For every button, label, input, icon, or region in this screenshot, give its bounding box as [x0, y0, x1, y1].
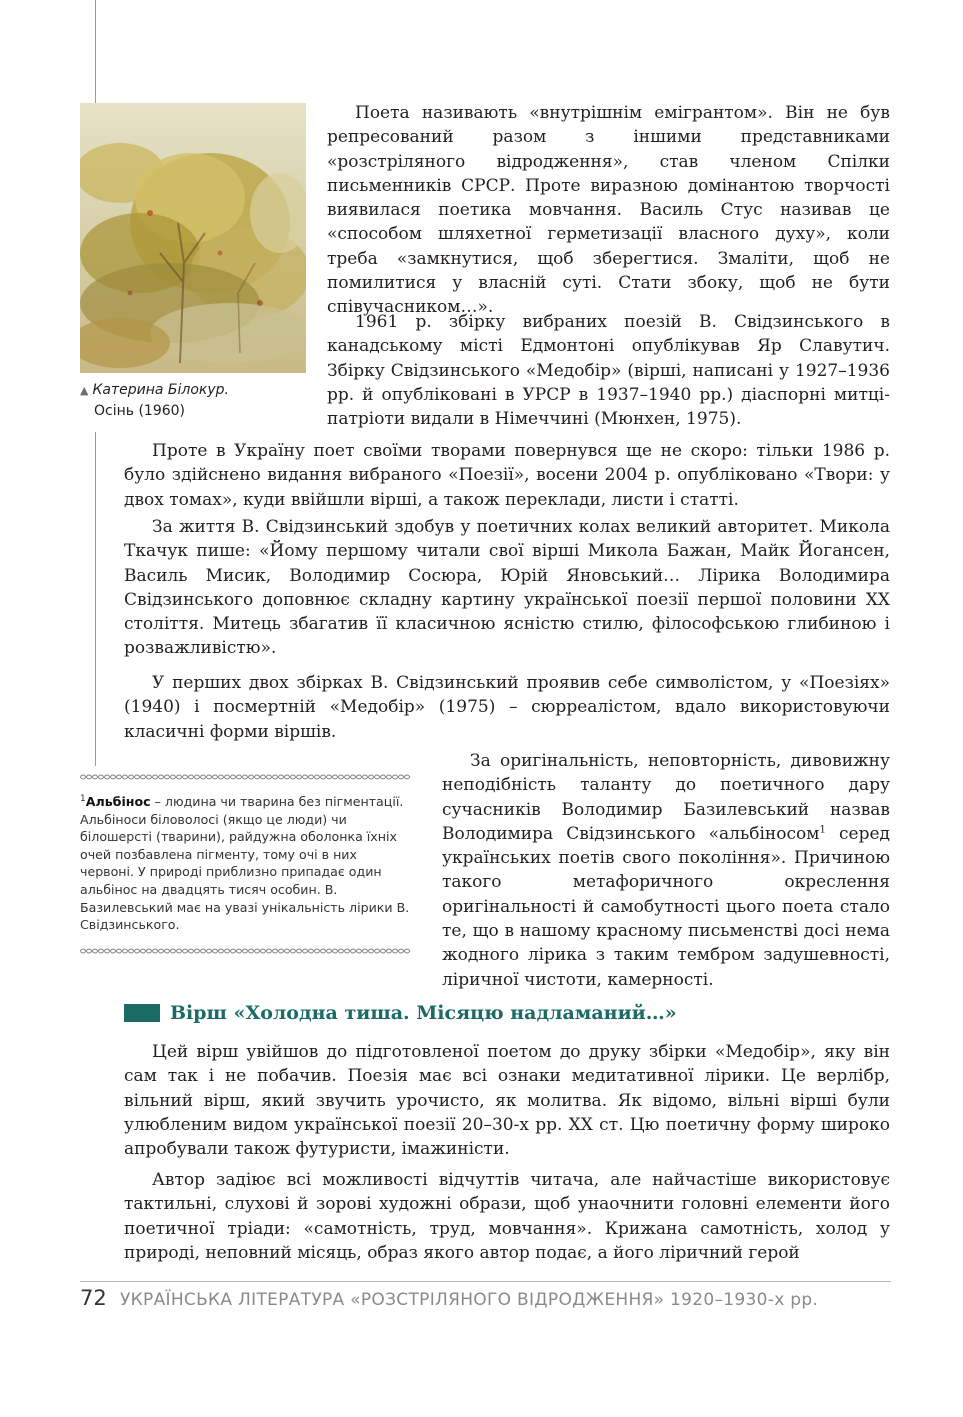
wavy-divider-bottom — [80, 947, 412, 955]
margin-rule-top — [95, 0, 96, 103]
section-paragraph-1: Цей вірш увійшов до підготовленої поетом до друку збірки «Медобір», яку він сам так і не побачив. Поезія має всі ознаки медитативної лірики. Це верлібр, вільний вірш, який звучить урочисто, як молитва. Як відомо, вільні вірші були улюбленим видом української поезії 20–30-х рр. XX ст. Цю поетичну форму широко апробували також футуристи, імажиністи. — [124, 1042, 890, 1160]
paragraph-2: 1961 р. збірку вибраних поезій В. Свідзинського в канадському місті Едмонтоні опублікував Яр Славутич. Збірку Свідзинського «Медобір» (вірші, написані у 1927–1936 рр. й опубліковані в УРСР в 1937–1940 рр.) діаспорні митці-патріоти видали в Німеччині (Мюнхен, 1975). — [327, 312, 890, 430]
footnote-box — [80, 766, 412, 959]
painting-caption — [80, 380, 320, 421]
albinos-paragraph: За оригінальність, неповторність, дивовижну неподібність таланту до поетичного дару сучасників Володимир Базилевський назвав Володимира Свідзинського «альбіносом$^1$ серед українських поетів свого покоління». Причиною такого метафоричного окреслення оригінальності й самобутності цього поета стало те, що в нашому красному письменстві досі нема жодного лірика з таким тембром задушевності, ліричної чистоти, камерності. — [442, 751, 890, 990]
section-heading — [124, 1000, 677, 1026]
running-title: УКРАЇНСЬКА ЛІТЕРАТУРА «РОЗСТРІЛЯНОГО ВІДРОДЖЕННЯ» 1920–1930-х рр. — [120, 1290, 819, 1310]
footnote-term: Альбінос — [85, 794, 151, 809]
wavy-divider-top — [80, 773, 412, 781]
section-paragraph-2: Автор задіює всі можливості відчуттів читача, але найчастіше використовує тактильні, слухові й зорові художні образи, щоб унаочнити головні елементи його поетичної тріади: «самотність, труд, мовчання». Крижана самотність, холод у природі, неповний місяць, образ якого автор подає, а його ліричний герой — [124, 1170, 890, 1263]
paragraph-1: Поета називають «внутрішнім емігрантом». Він не був репресований разом з іншими представниками «розстріляного відродження», став членом Спілки письменників СРСР. Проте виразною домінантою творчості виявилася поетика мовчання. Василь Стус називав це «способом шляхетної герметизації власного духу», коли треба «замкнутися, щоб зберегтися. Змаліти, щоб не помилитися у власній суті. Стати збоку, щоб не бути співучасником…». — [327, 103, 890, 318]
caption-title: Осінь (1960) — [94, 403, 186, 419]
paragraph-3: Проте в Україну поет своїми творами повернувся ще не скоро: тільки 1986 р. було здійснено видання вибраного «Поезії», восени 2004 р. опубліковано «Твори: у двох томах», куди ввійшли вірші, а також переклади, листи і статті. — [124, 441, 890, 510]
page-number: 72 — [80, 1286, 107, 1310]
page-footer — [80, 1281, 891, 1310]
footnote-ref: 1 — [819, 824, 826, 836]
section-marker-icon — [124, 1004, 160, 1022]
margin-rule-mid — [95, 432, 96, 766]
footnote-text: $^1$Альбінос – людина чи тварина без пігментації. Альбіноси біловолосі (якщо це люди) чи білошерсті (тварини), райдужна оболонка їхніх очей позбавлена пігменту, тому очі в них червоні. У природі приблизно припадає один альбінос на двадцять тисяч особин. В. Базилевський має на увазі унікальність лірики В. Свідзинського. — [80, 793, 410, 933]
paragraph-4: За життя В. Свідзинський здобув у поетичних колах великий авторитет. Микола Ткачук пише: «Йому першому читали свої вірші Микола Бажан, Майк Йогансен, Василь Мисик, Володимир Сосюра, Юрій Яновський… Лірика Володимира Свідзинського доповнює складну картину української поезії першої половини XX століття. Митець збагатив її класичною ясністю стилю, філософською глибиною і розважливістю». — [124, 517, 890, 659]
paragraph-5: У перших двох збірках В. Свідзинський проявив себе символістом, у «Поезіях» (1940) і посмертній «Медобір» (1975) – сюрреалістом, вдало використовуючи класичні форми віршів. — [124, 673, 890, 742]
caption-author: Катерина Білокур. — [92, 382, 230, 398]
triangle-up-icon: ▲ — [80, 384, 89, 397]
painting-image — [80, 103, 306, 373]
section-title: Вірш «Холодна тиша. Місяцю надламаний…» — [170, 1002, 677, 1024]
